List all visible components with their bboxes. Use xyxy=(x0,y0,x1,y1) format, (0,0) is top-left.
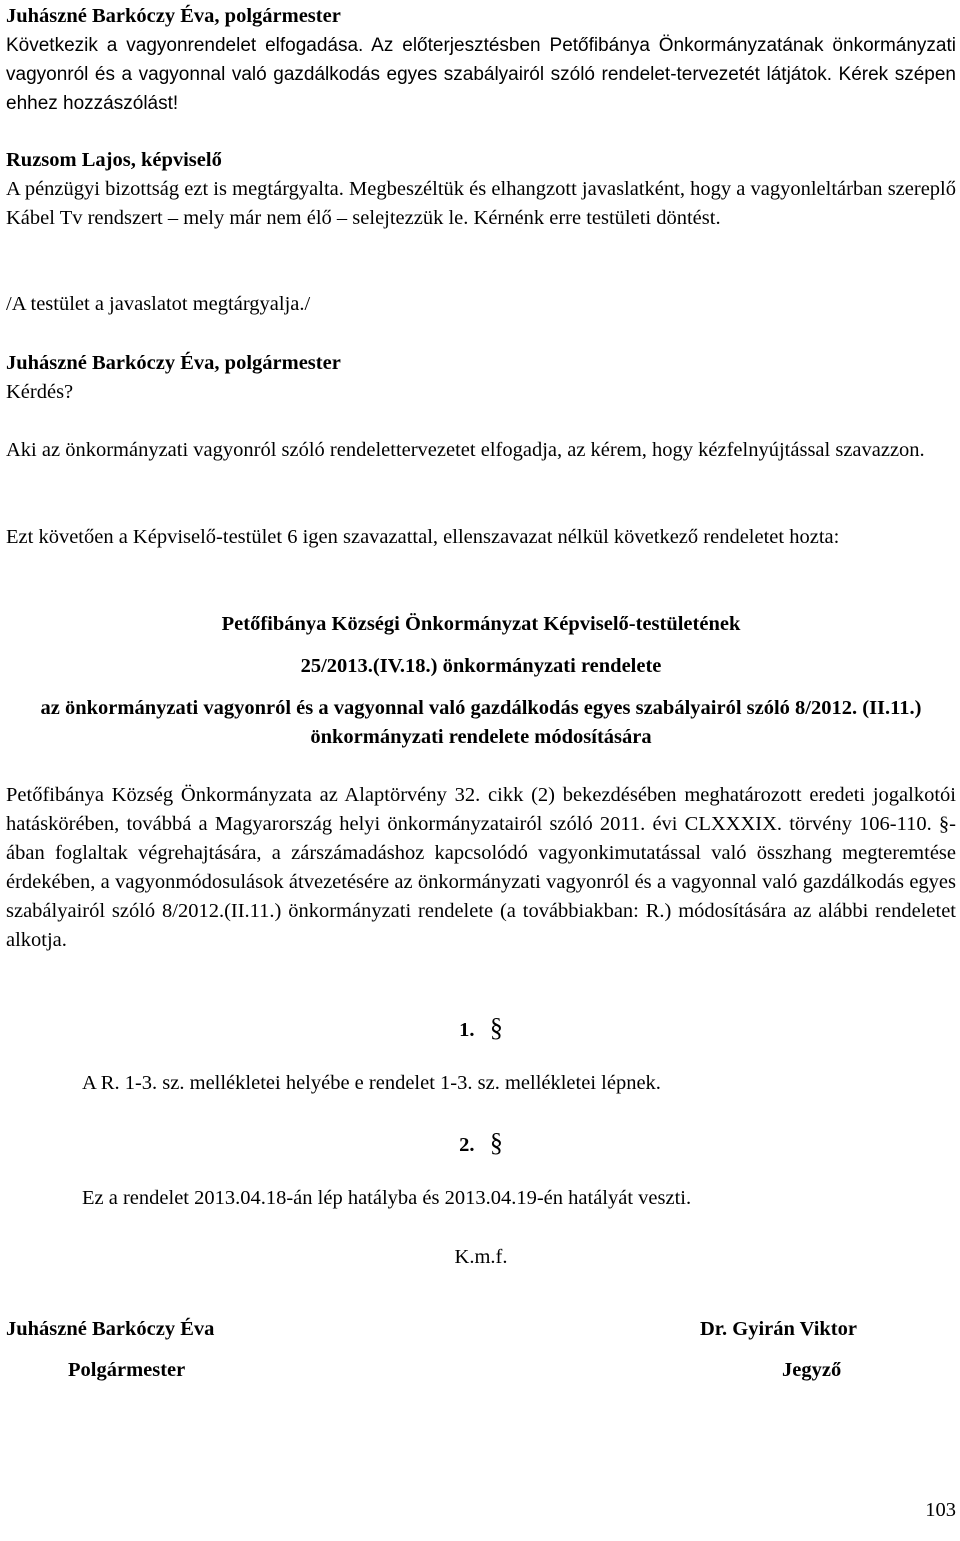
speech-block-mayor-2 xyxy=(6,349,956,407)
decree-preamble: Petőfibánya Község Önkormányzata az Alaptörvény 32. cikk (2) bekezdésében meghatározott eredeti jogalkotói hatáskörében, továbbá a Magyarország helyi önkormányzatairól szóló 2011. évi CLXXXIX. törvény 106-110. §-ában foglaltak végrehajtására, a zárszámadáshoz kapcsolódó vagyonkimutatással való összhang megteremtése érdekében, a vagyonmódosulások átvezetésére az önkormányzati vagyonról és a vagyonnal való gazdálkodás egyes szabályairól szóló 8/2012.(II.11.) önkormányzati rendelete (a továbbiakban: R.) módosítására az alábbi rendeletet alkotja. xyxy=(6,784,956,951)
speech-text: Következik a vagyonrendelet elfogadása. Az előterjesztésben Petőfibánya Önkormányzatának önkormányzati vagyonról és a vagyonnal való gazdálkodás egyes szabályairól szóló rendelet-tervezetét látjátok. Kérek szépen ehhez hozzászólást! xyxy=(6,35,956,114)
section-2-text: Ez a rendelet 2013.04.18-án lép hatályba és 2013.04.19-én hatályát veszti. xyxy=(82,1187,692,1209)
speech-block-mayor-1 xyxy=(6,2,956,118)
section-1-text: A R. 1-3. sz. mellékletei helyébe e rendelet 1-3. sz. mellékletei lépnek. xyxy=(82,1072,661,1094)
signature-right-title: Jegyző xyxy=(782,1359,842,1381)
kmf-note: K.m.f. xyxy=(454,1246,508,1268)
procedural-note: /A testület a javaslatot megtárgyalja./ xyxy=(6,293,311,315)
decree-subject-title: az önkormányzati vagyonról és a vagyonnal való gazdálkodás egyes szabályairól szóló 8/2012. (II.11.) önkormányzati rendelete módosítására xyxy=(40,697,922,748)
speech-text: A pénzügyi bizottság ezt is megtárgyalta. Megbeszéltük és elhangzott javaslatként, hogy a vagyonleltárban szereplő Kábel Tv rendszert – mely már nem élő – selejtezzük le. Kérnénk erre testületi döntést. xyxy=(6,178,956,229)
section-2-heading: 2. § xyxy=(459,1128,503,1157)
voting-call: Aki az önkormányzati vagyonról szóló rendelettervezetet elfogadja, az kérem, hogy kézfelnyújtással szavazzon. xyxy=(6,439,925,461)
signature-right-name: Dr. Gyirán Viktor xyxy=(700,1318,857,1340)
speech-text: Kérdés? xyxy=(6,381,74,403)
speech-block-representative xyxy=(6,146,956,233)
decree-number-title: 25/2013.(IV.18.) önkormányzati rendelete xyxy=(300,655,662,677)
speaker-name: Juhászné Barkóczy Éva, polgármester xyxy=(6,5,341,27)
signature-left-name: Juhászné Barkóczy Éva xyxy=(6,1318,215,1340)
signature-left-title: Polgármester xyxy=(68,1359,186,1381)
speaker-name: Juhászné Barkóczy Éva, polgármester xyxy=(6,352,341,374)
page-number: 103 xyxy=(925,1499,956,1521)
speaker-name: Ruzsom Lajos, képviselő xyxy=(6,149,222,171)
vote-result: Ezt követően a Képviselő-testület 6 igen szavazattal, ellenszavazat nélkül következő rendeletet hozta: xyxy=(6,526,840,548)
decree-issuer-title: Petőfibánya Községi Önkormányzat Képviselő-testületének xyxy=(221,613,741,635)
section-1-heading: 1. § xyxy=(459,1013,503,1042)
